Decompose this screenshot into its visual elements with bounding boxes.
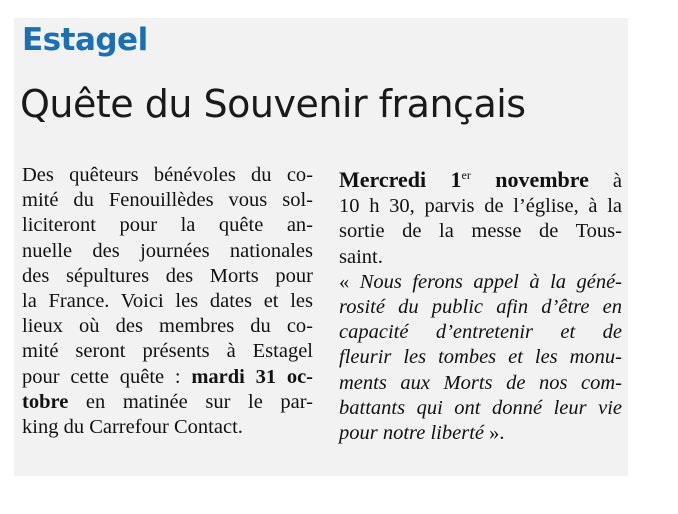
article-body-right-column bbox=[339, 163, 622, 446]
article-clipping bbox=[14, 18, 628, 476]
body-line bbox=[22, 365, 313, 390]
article-kicker: Estagel bbox=[22, 22, 148, 58]
body-line: saint. bbox=[339, 245, 383, 268]
date-highlight: Mercredi 1 bbox=[339, 167, 462, 192]
quote-text: pour notre liberté bbox=[339, 422, 485, 445]
body-line: mité seront présents à Estagel bbox=[22, 340, 313, 363]
body-text: à bbox=[588, 170, 622, 192]
quote-mark: ». bbox=[484, 422, 505, 445]
body-line: lieux où des membres du co- bbox=[22, 315, 313, 338]
body-line: la France. Voici les dates et les bbox=[22, 290, 313, 313]
quote-line: battants qui ont donné leur vie bbox=[339, 396, 622, 419]
body-line bbox=[22, 390, 313, 415]
body-line: nuelle des journées nationales bbox=[22, 239, 313, 262]
ordinal-superscript: er bbox=[461, 168, 471, 182]
quote-line: fleurir les tombes et les monu- bbox=[339, 346, 622, 369]
body-line bbox=[339, 270, 622, 295]
quote-line: capacité d’entretenir et de bbox=[339, 321, 622, 344]
article-headline: Quête du Souvenir français bbox=[20, 82, 526, 126]
body-line: sortie de la messe de Tous- bbox=[339, 220, 622, 243]
date-highlight: mardi 31 oc- bbox=[191, 365, 313, 388]
article-body-left-column bbox=[22, 163, 313, 440]
body-line bbox=[339, 421, 622, 446]
body-line: liciteront pour la quête an- bbox=[22, 214, 313, 237]
body-text: pour cette quête : bbox=[22, 365, 192, 388]
body-line: des sépultures des Morts pour bbox=[22, 264, 313, 287]
body-line: mité du Fenouillèdes vous sol- bbox=[22, 189, 313, 212]
date-highlight: novembre bbox=[470, 167, 589, 192]
body-text: en matinée sur le par- bbox=[68, 390, 313, 413]
quote-mark: « bbox=[339, 270, 360, 293]
quote-line: rosité du public afin d’être en bbox=[339, 296, 622, 319]
quote-text: Nous ferons appel à la géné- bbox=[359, 270, 623, 293]
body-line: 10 h 30, parvis de l’église, à la bbox=[339, 195, 622, 218]
body-line: Des quêteurs bénévoles du co- bbox=[22, 164, 313, 186]
body-line: king du Carrefour Contact. bbox=[22, 416, 243, 439]
date-highlight: tobre bbox=[22, 390, 69, 413]
body-line bbox=[339, 163, 622, 194]
quote-line: ments aux Morts de nos com- bbox=[339, 371, 622, 394]
